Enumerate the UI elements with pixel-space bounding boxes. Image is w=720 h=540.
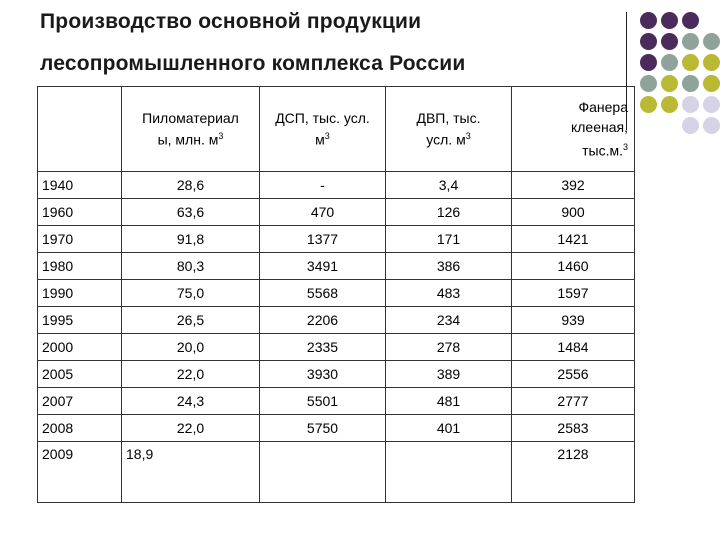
- cell-lumber: 20,0: [122, 334, 260, 361]
- table-row: [38, 280, 635, 307]
- cell-plywood: 939: [512, 307, 635, 334]
- cell-particleboard: 2206: [260, 307, 386, 334]
- table-row: [38, 442, 635, 503]
- cell-particleboard: 1377: [260, 226, 386, 253]
- production-table: [37, 86, 635, 503]
- decor-dot: [682, 12, 699, 29]
- header-empty: [38, 87, 122, 172]
- cell-plywood: 2583: [512, 415, 635, 442]
- cell-year: 1940: [38, 172, 122, 199]
- header-lumber: Пиломатериал ы, млн. $м^3$: [122, 87, 260, 172]
- decor-dot: [640, 54, 657, 71]
- decor-dot: [640, 33, 657, 50]
- table-row: [38, 226, 635, 253]
- cell-year: 2008: [38, 415, 122, 442]
- cell-lumber: 22,0: [122, 415, 260, 442]
- decor-dot: [640, 75, 657, 92]
- cell-fiberboard: 278: [386, 334, 512, 361]
- cell-plywood: 2128: [512, 442, 635, 503]
- cell-particleboard: 5750: [260, 415, 386, 442]
- cell-plywood: 1460: [512, 253, 635, 280]
- decor-dot: [682, 75, 699, 92]
- cell-fiberboard: [386, 442, 512, 503]
- cell-fiberboard: 481: [386, 388, 512, 415]
- cell-year: 1970: [38, 226, 122, 253]
- cell-lumber: 80,3: [122, 253, 260, 280]
- table-row: [38, 253, 635, 280]
- cell-plywood: 1597: [512, 280, 635, 307]
- cell-particleboard: 3930: [260, 361, 386, 388]
- cell-particleboard: 5501: [260, 388, 386, 415]
- cell-lumber: 63,6: [122, 199, 260, 226]
- decor-dot: [703, 96, 720, 113]
- table-row: [38, 388, 635, 415]
- cell-year: 1980: [38, 253, 122, 280]
- cell-plywood: 392: [512, 172, 635, 199]
- header-plywood: Фанера клееная, тыс.м.$^3$: [512, 87, 635, 172]
- decor-dot: [682, 117, 699, 134]
- cell-year: 2009: [38, 442, 122, 503]
- title-line-2: лесопромышленного комплекса России: [40, 52, 466, 75]
- table-row: [38, 334, 635, 361]
- cell-lumber: 18,9: [122, 442, 260, 503]
- decor-dot: [703, 75, 720, 92]
- cell-particleboard: 5568: [260, 280, 386, 307]
- cell-particleboard: 2335: [260, 334, 386, 361]
- cell-plywood: 2556: [512, 361, 635, 388]
- table-row: [38, 199, 635, 226]
- cell-particleboard: -: [260, 172, 386, 199]
- cell-particleboard: [260, 442, 386, 503]
- cell-fiberboard: 483: [386, 280, 512, 307]
- cell-lumber: 26,5: [122, 307, 260, 334]
- cell-plywood: 1484: [512, 334, 635, 361]
- cell-fiberboard: 3,4: [386, 172, 512, 199]
- cell-year: 2007: [38, 388, 122, 415]
- decor-dot: [640, 12, 657, 29]
- title-line-1: Производство основной продукции: [40, 10, 422, 33]
- cell-year: 1990: [38, 280, 122, 307]
- decor-dot: [661, 54, 678, 71]
- cell-year: 2005: [38, 361, 122, 388]
- cell-plywood: 2777: [512, 388, 635, 415]
- cell-year: 2000: [38, 334, 122, 361]
- cell-fiberboard: 171: [386, 226, 512, 253]
- cell-year: 1995: [38, 307, 122, 334]
- header-fiberboard: ДВП, тыс. усл. $м^3$: [386, 87, 512, 172]
- cell-lumber: 75,0: [122, 280, 260, 307]
- decor-dot: [682, 54, 699, 71]
- decor-dot: [661, 33, 678, 50]
- decor-dot: [661, 75, 678, 92]
- cell-fiberboard: 401: [386, 415, 512, 442]
- decor-dot: [682, 33, 699, 50]
- table-row: [38, 307, 635, 334]
- cell-lumber: 91,8: [122, 226, 260, 253]
- decor-dot: [703, 117, 720, 134]
- table-row: [38, 415, 635, 442]
- cell-plywood: 1421: [512, 226, 635, 253]
- cell-plywood: 900: [512, 199, 635, 226]
- cell-particleboard: 3491: [260, 253, 386, 280]
- cell-fiberboard: 386: [386, 253, 512, 280]
- decor-dot: [682, 96, 699, 113]
- decor-dot: [703, 33, 720, 50]
- cell-year: 1960: [38, 199, 122, 226]
- header-particleboard: ДСП, тыс. усл. $м^3$: [260, 87, 386, 172]
- cell-lumber: 28,6: [122, 172, 260, 199]
- cell-particleboard: 470: [260, 199, 386, 226]
- cell-lumber: 22,0: [122, 361, 260, 388]
- table-row: [38, 361, 635, 388]
- cell-lumber: 24,3: [122, 388, 260, 415]
- decor-dot: [703, 54, 720, 71]
- cell-fiberboard: 389: [386, 361, 512, 388]
- cell-fiberboard: 126: [386, 199, 512, 226]
- decor-dot: [661, 12, 678, 29]
- table-row: [38, 172, 635, 199]
- decor-dot: [661, 96, 678, 113]
- cell-fiberboard: 234: [386, 307, 512, 334]
- decor-dot: [640, 96, 657, 113]
